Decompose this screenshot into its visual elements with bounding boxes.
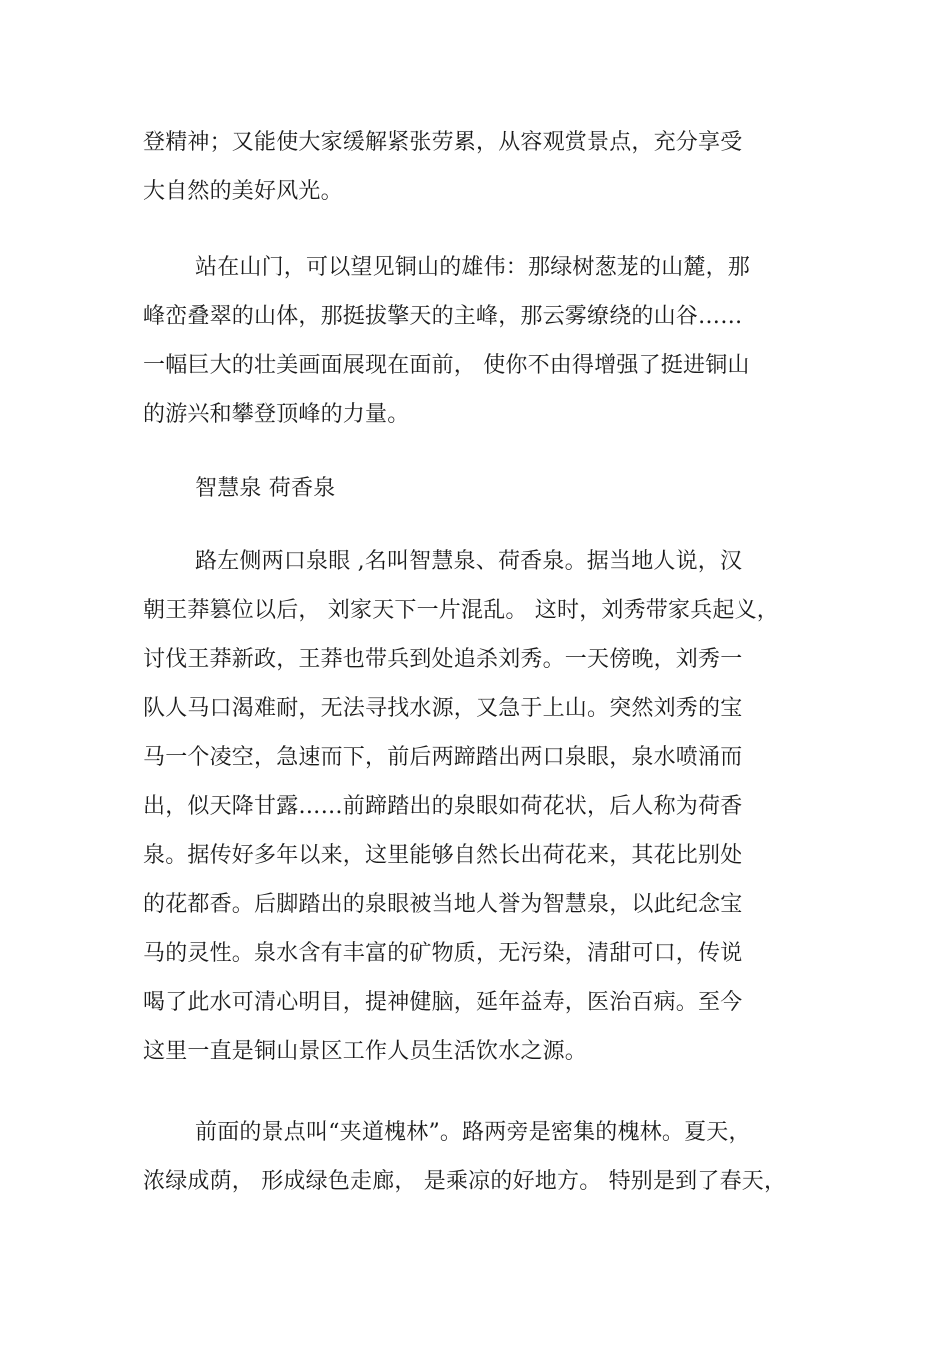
text-line: 讨伐王莽新政，王莽也带兵到处追杀刘秀。一天傍晚，刘秀一 [143, 647, 743, 672]
text-line: 马的灵性。泉水含有丰富的矿物质，无污染，清甜可口，传说 [143, 941, 743, 966]
text-line: 大自然的美好风光。 [143, 179, 343, 204]
text-line: 喝了此水可清心明目，提神健脑，延年益寿，医治百病。至今 [143, 990, 743, 1015]
paragraph-springs-legend [143, 537, 803, 1076]
section-heading: 智慧泉 荷香泉 [195, 476, 336, 501]
text-line: 一幅巨大的壮美画面展现在面前， 使你不由得增强了挺进铜山 [143, 353, 750, 378]
text-line: 前面的景点叫“夹道槐林”。路两旁是密集的槐林。夏天， [195, 1120, 751, 1145]
paragraph-shanmen-view [143, 243, 803, 439]
text-line: 朝王莽篡位以后， 刘家天下一片混乱。 这时，刘秀带家兵起义， [143, 598, 779, 623]
text-line: 的花都香。后脚踏出的泉眼被当地人誉为智慧泉，以此纪念宝 [143, 892, 743, 917]
text-line: 登精神；又能使大家缓解紧张劳累，从容观赏景点，充分享受 [143, 130, 743, 155]
text-line: 这里一直是铜山景区工作人员生活饮水之源。 [143, 1039, 588, 1064]
text-line: 峰峦叠翠的山体，那挺拔擎天的主峰，那云雾缭绕的山谷…… [143, 304, 743, 329]
paragraph-locust-grove [143, 1108, 803, 1206]
text-line: 的游兴和攀登顶峰的力量。 [143, 402, 410, 427]
text-line: 路左侧两口泉眼 ,名叫智慧泉、荷香泉。据当地人说，汉 [195, 549, 743, 574]
paragraph-intro-continued [143, 118, 803, 216]
text-line: 站在山门，可以望见铜山的雄伟：那绿树葱茏的山麓，那 [195, 255, 751, 280]
text-line: 泉。据传好多年以来，这里能够自然长出荷花来，其花比别处 [143, 843, 743, 868]
text-line: 马一个凌空，急速而下，前后两蹄踏出两口泉眼，泉水喷涌而 [143, 745, 743, 770]
text-line: 浓绿成荫， 形成绿色走廊， 是乘凉的好地方。 特别是到了春天， [143, 1169, 787, 1194]
section-heading-springs [143, 464, 803, 513]
text-line: 队人马口渴难耐，无法寻找水源，又急于上山。突然刘秀的宝 [143, 696, 743, 721]
text-line: 出，似天降甘露……前蹄踏出的泉眼如荷花状，后人称为荷香 [143, 794, 743, 819]
